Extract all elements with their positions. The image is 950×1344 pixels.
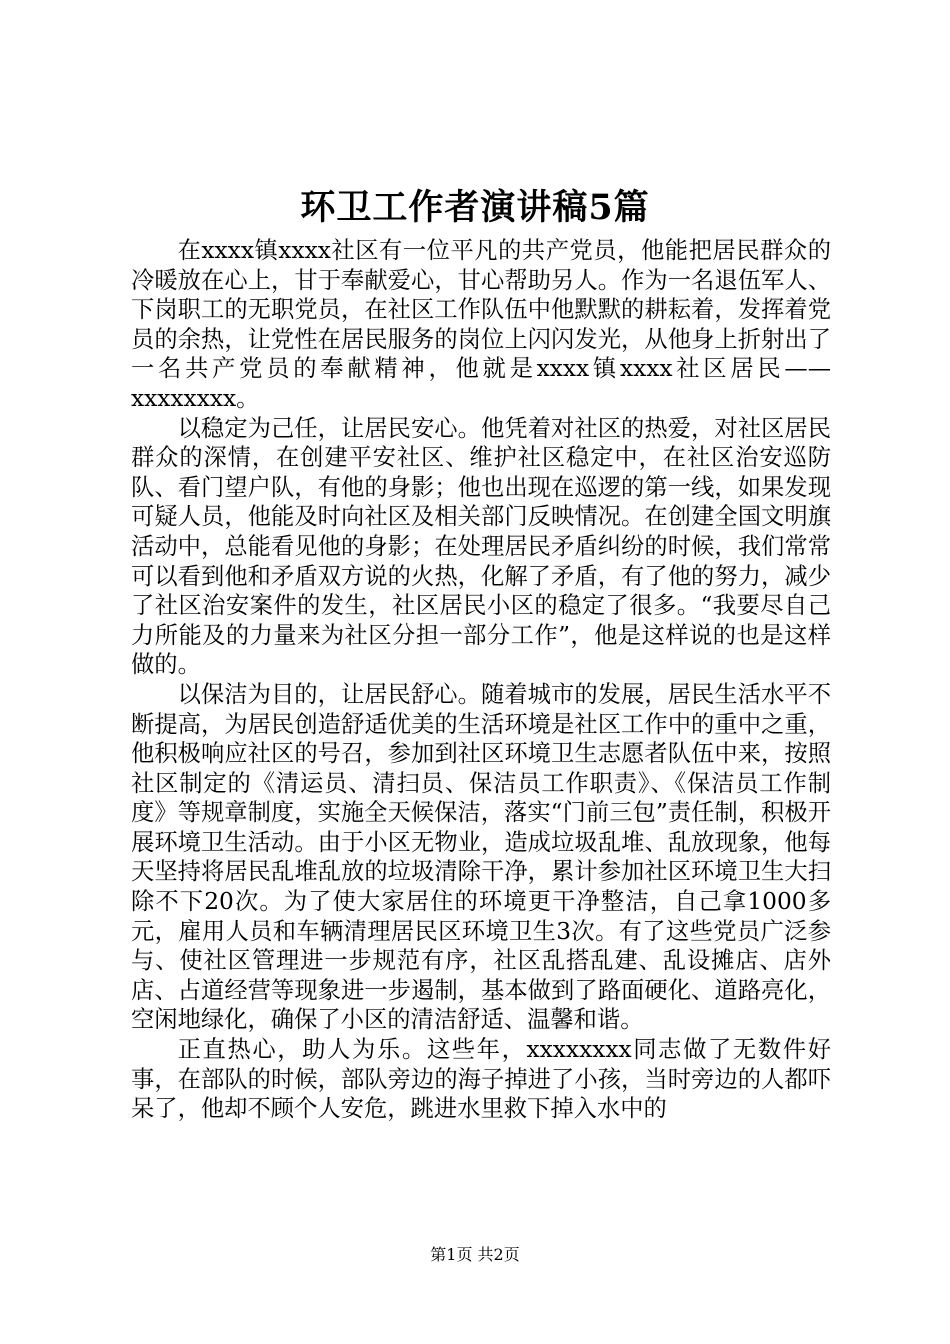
- paragraph: 在xxxx镇xxxx社区有一位平凡的共产党员，他能把居民群众的冷暖放在心上，甘于奉献爱心，甘心帮助另人。作为一名退伍军人、下岗职工的无职党员，在社区工作队伍中他默默的耕耘着，发挥着党员的余热，让党性在居民服务的岗位上闪闪发光，从他身上折射出了一名共产党员的奉献精神，他就是xxxx镇xxxx社区居民——xxxxxxxx。: [131, 237, 831, 412]
- paragraph: 以保洁为目的，让居民舒心。随着城市的发展，居民生活水平不断提高，为居民创造舒适优美的生活环境是社区工作中的重中之重，他积极响应社区的号召，参加到社区环境卫生志愿者队伍中来，按照社区制定的《清运员、清扫员、保洁员工作职责》、《保洁员工作制度》等规章制度，实施全天候保洁，落实“门前三包”责任制，积极开展环境卫生活动。由于小区无物业，造成垃圾乱堆、乱放现象，他每天坚持将居民乱堆乱放的垃圾清除干净，累计参加社区环境卫生大扫除不下20次。为了使大家居住的环境更干净整洁，自己拿1000多元，雇用人员和车辆清理居民区环境卫生3次。有了这些党员广泛参与、使社区管理进一步规范有序，社区乱搭乱建、乱设摊店、店外店、占道经营等现象进一步遏制，基本做到了路面硬化、道路亮化，空闲地绿化，确保了小区的清洁舒适、温馨和谐。: [131, 680, 831, 1034]
- paragraph: 以稳定为己任，让居民安心。他凭着对社区的热爱，对社区居民群众的深情，在创建平安社区、维护社区稳定中，在社区治安巡防队、看门望户队，有他的身影；他也出现在巡逻的第一线，如果发现可疑人员，他能及时向社区及相关部门反映情况。在创建全国文明旗活动中，总能看见他的身影；在处理居民矛盾纠纷的时候，我们常常可以看到他和矛盾双方说的火热，化解了矛盾，有了他的努力，减少了社区治安案件的发生，社区居民小区的稳定了很多。“我要尽自己力所能及的力量来为社区分担一部分工作”，他是这样说的也是这样做的。: [131, 414, 831, 679]
- document-body: [131, 236, 831, 1124]
- paragraph: 正直热心，助人为乐。这些年，xxxxxxxx同志做了无数件好事，在部队的时候，部队旁边的海子掉进了小孩，当时旁边的人都吓呆了，他却不顾个人安危，跳进水里救下掉入水中的: [131, 1036, 831, 1123]
- page-footer: 第1页 共2页: [430, 1245, 520, 1264]
- document-title: 环卫工作者演讲稿5篇: [300, 187, 650, 228]
